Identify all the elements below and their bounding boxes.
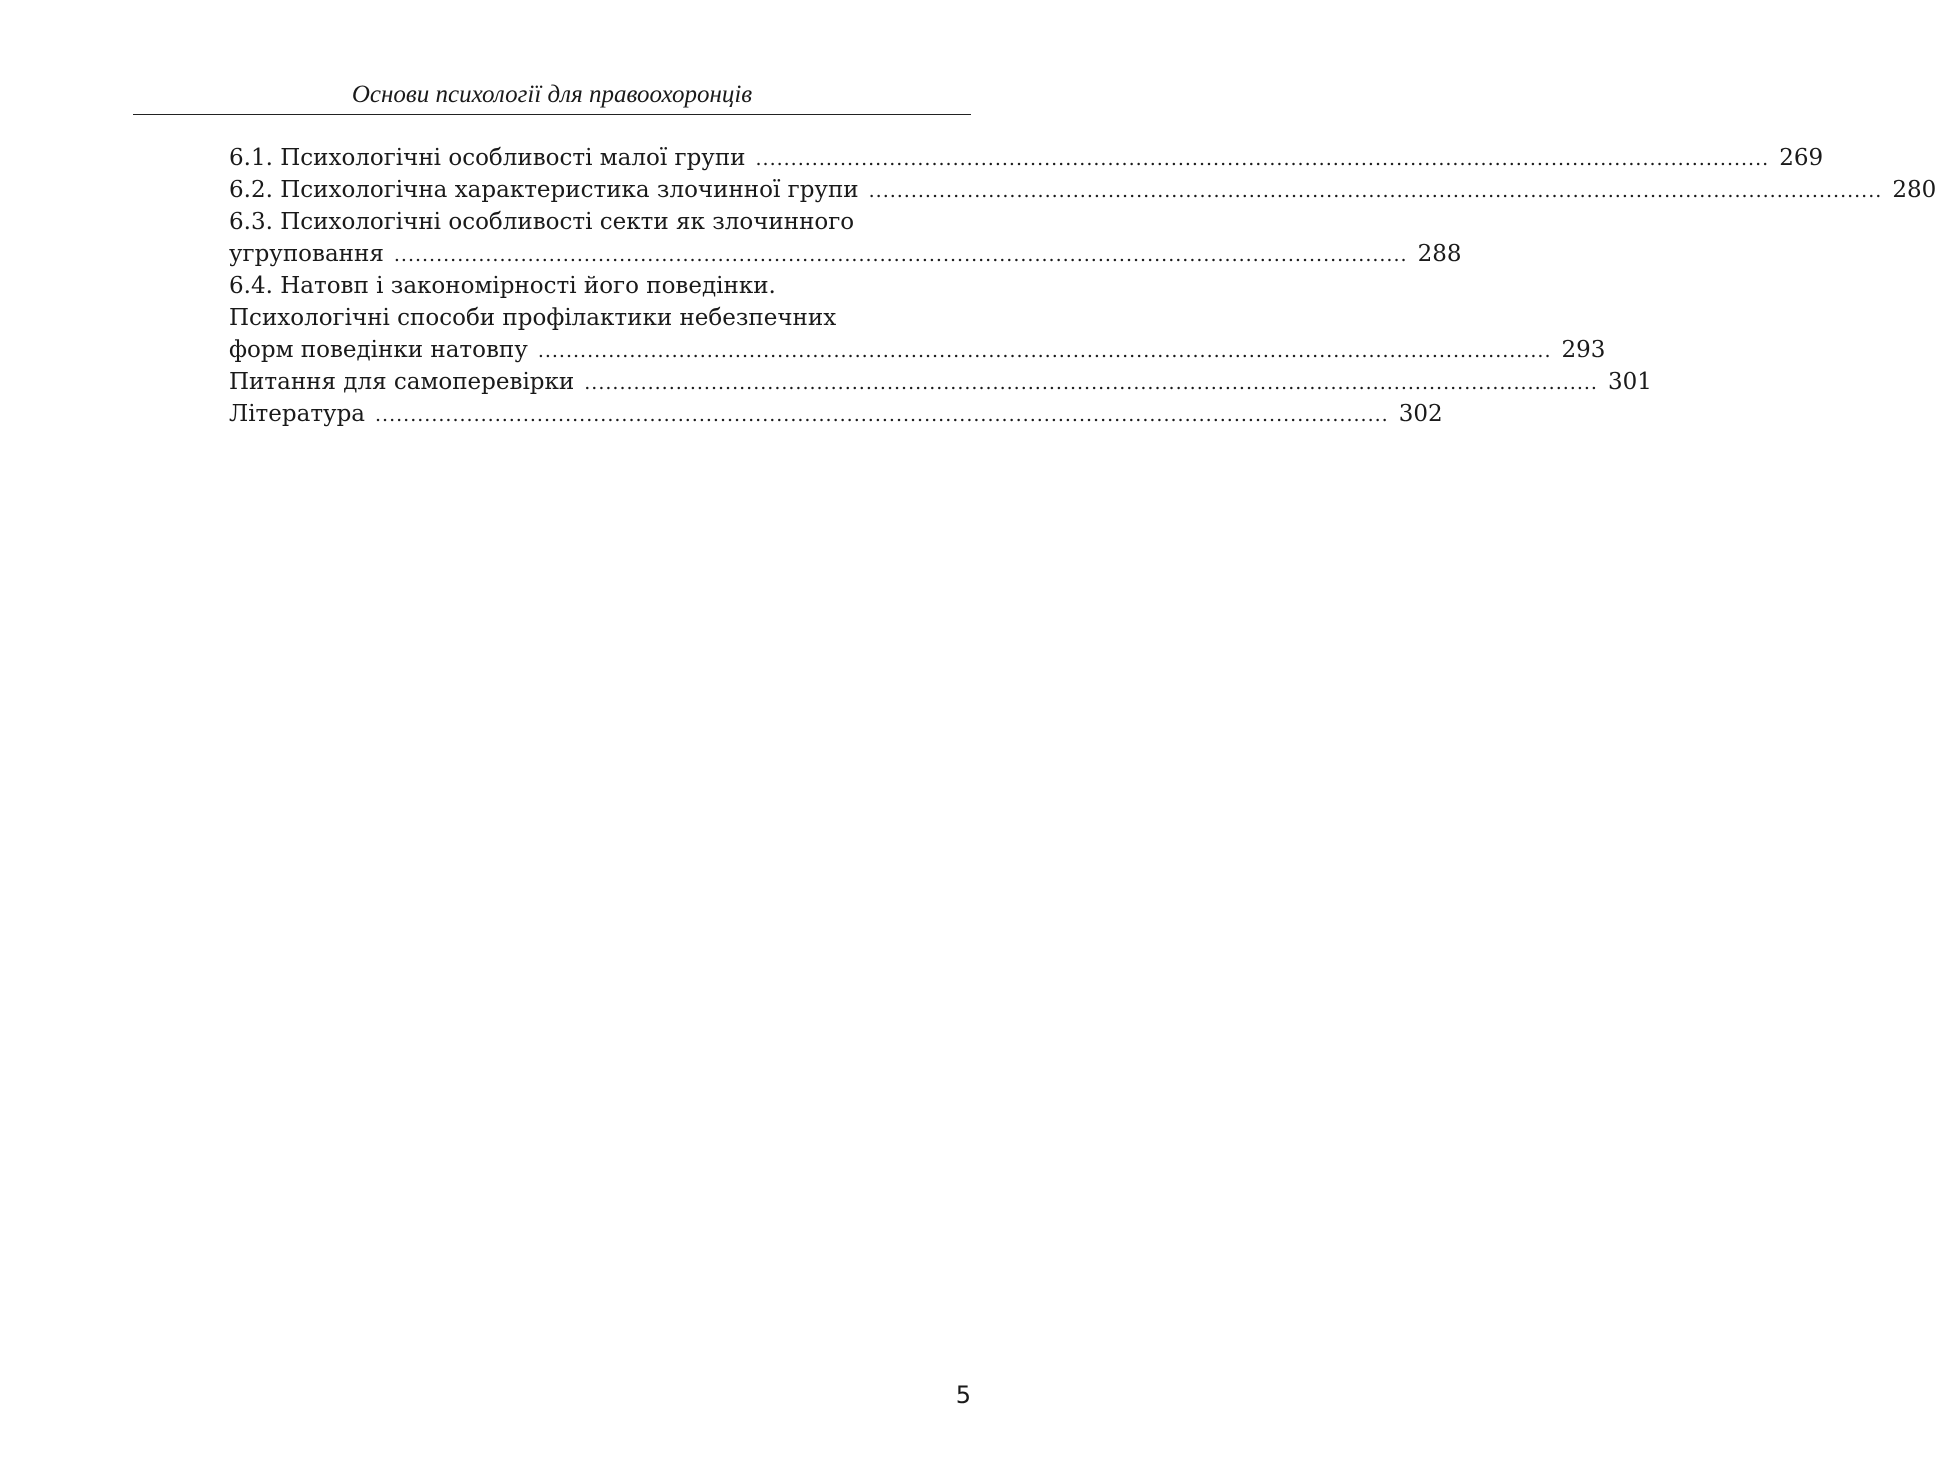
toc-entry-title: 6.1. Психологічні особливості малої групи bbox=[229, 145, 746, 171]
dot-leader: ................................................................................................................................................ bbox=[537, 340, 1552, 362]
toc-entry-title: 6.4. Натовп і закономірності його поведінки. bbox=[229, 273, 776, 299]
toc-entry-title-continued: форм поведінки натовпу bbox=[229, 337, 528, 363]
toc-entry-title-continued: угруповання bbox=[229, 241, 384, 267]
dot-leader: ................................................................................................................................................ bbox=[755, 148, 1770, 170]
toc-entry-6-3[interactable] bbox=[229, 206, 1462, 270]
toc-entry-title: Література bbox=[229, 401, 366, 427]
toc-entry-6-1[interactable] bbox=[229, 142, 1824, 174]
toc-entry-page: 269 bbox=[1779, 145, 1824, 171]
toc-entry-page: 293 bbox=[1561, 337, 1606, 363]
toc-entry-title-continued: Психологічні способи профілактики небезпечних bbox=[229, 305, 837, 331]
running-header: Основи психології для правоохоронців bbox=[351, 81, 753, 108]
dot-leader: ................................................................................................................................................ bbox=[375, 404, 1389, 426]
toc-entry-6-4[interactable] bbox=[229, 270, 1606, 366]
toc-entry-title: 6.3. Психологічні особливості секти як злочинного bbox=[229, 209, 855, 235]
table-of-contents bbox=[229, 142, 1936, 430]
header-divider bbox=[133, 114, 971, 115]
toc-entry-page: 280 bbox=[1892, 177, 1936, 203]
toc-entry-self-check-questions[interactable] bbox=[229, 366, 1652, 398]
dot-leader: ................................................................................................................................................ bbox=[868, 180, 1883, 202]
toc-entry-page: 301 bbox=[1607, 369, 1652, 395]
toc-entry-page: 302 bbox=[1398, 401, 1443, 427]
toc-entry-title: 6.2. Психологічна характеристика злочинної групи bbox=[229, 177, 859, 203]
toc-entry-6-2[interactable] bbox=[229, 174, 1936, 206]
dot-leader: ................................................................................................................................................ bbox=[584, 372, 1598, 394]
page-number: 5 bbox=[955, 1381, 971, 1409]
toc-entry-title: Питання для самоперевірки bbox=[229, 369, 575, 395]
toc-entry-page: 288 bbox=[1417, 241, 1462, 267]
dot-leader: ................................................................................................................................................ bbox=[393, 244, 1408, 266]
toc-entry-literature[interactable] bbox=[229, 398, 1443, 430]
